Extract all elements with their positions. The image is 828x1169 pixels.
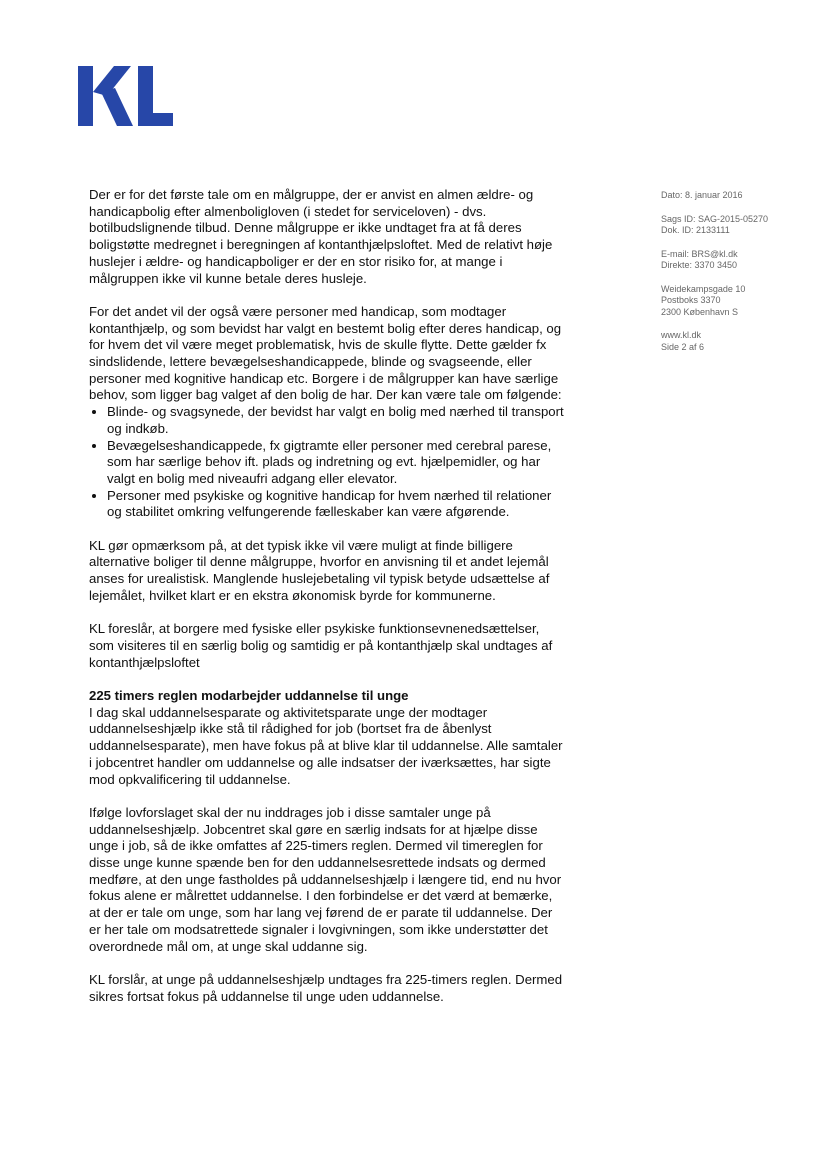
sidebar-meta	[661, 190, 821, 365]
meta-sags-id: Sags ID: SAG-2015-05270	[661, 213, 769, 224]
meta-date: Dato: 8. januar 2016	[661, 190, 743, 200]
meta-web-group	[661, 330, 821, 353]
meta-date-group	[661, 190, 821, 202]
logo-l-foot	[138, 113, 173, 126]
paragraph-7: KL forslår, at unge på uddannelseshjælp undtages fra 225-timers reglen. Dermed sikres fortsat fokus på uddannelse til unge uden uddannelse.	[89, 971, 563, 1004]
meta-email: E-mail: BRS@kl.dk	[661, 248, 738, 259]
logo-k-stem	[78, 66, 93, 126]
paragraph-3: KL gør opmærksom på, at det typisk ikke vil være muligt at finde billigere alternative boliger til denne målgruppe, hvorfor en anvisning til et andet lejemål anses for urealistisk. Manglende huslejebetaling vil typisk betyde udsættelse af lejemålet, hvilket klart er en ekstra økonomisk byrde for kommunerne.	[89, 537, 550, 603]
bullet-item: • Blinde- og svagsynede, der bevidst har valgt en bolig med nærhed til transport og indkøb.	[107, 404, 564, 437]
meta-postbox: Postboks 3370	[661, 295, 721, 305]
meta-direkte: Direkte: 3370 3450	[661, 260, 738, 270]
paragraph-5: I dag skal uddannelsesparate og aktivitetsparate unge der modtager uddannelseshjælp ikke stå til rådighed for job (bortset fra de åbenlyst uddannelsesparate), men have fokus på at blive klar til uddannelse. Alle samtaler i jobcentret handler om uddannelse og alle indsatser der iværksættes, har sigte mod opkvalificering til uddannelse.	[89, 704, 563, 787]
paragraph-2: For det andet vil der også være personer med handicap, som modtager kontanthjælp, og som bevidst har valgt en bestemt bolig efter deres handicap, og for hvem det vil være meget problematisk, hvis de skulle flytte. Dette gælder fx sindslidende, lettere bevægelseshandicappede, blinde og svagseende, eller personer med kognitive handicap etc. Borgere i de målgrupper kan have særlige behov, som ligger bag valget af den bolig de har. Der kan være tale om følgende:	[89, 303, 562, 403]
meta-dok-id: Dok. ID: 2133111	[661, 225, 730, 235]
meta-city: 2300 København S	[661, 306, 739, 317]
kl-logo	[78, 66, 174, 126]
paragraph-6: Ifølge lovforslaget skal der nu inddrages job i disse samtaler unge på uddannelseshjælp. Jobcentret skal gøre en særlig indsats for at hjælpe disse unge i job, så de ikke omfattes af 225-timers reglen. Dermed vil timereglen for disse unge kunne spænde ben for den uddannelsesrettede indsats og dermed medføre, at den unge fastholdes på uddannelseshjælp i længere tid, end nu hvor fokus alene er målrettet uddannelse. I den forbindelse er det værd at bemærke, at der er tale om unge, som har lang vej førend de er parate til uddannelse. Der er her tale om modsatrettede signaler i lovgivningen, som ikke understøtter det overordnede mål om, at unge skal uddanne sig.	[89, 804, 562, 954]
meta-address-group	[661, 284, 821, 319]
paragraph-4: KL foreslår, at borgere med fysiske eller psykiske funktionsevnenedsættelser, som visiteres til en særlig bolig og samtidig er på kontanthjælp skal undtages af kontanthjælpsloftet	[89, 621, 553, 670]
meta-street: Weidekampsgade 10	[661, 283, 746, 294]
meta-page: Side 2 af 6	[661, 341, 705, 352]
bullet-list	[89, 404, 564, 521]
logo-k-lower-arm	[101, 88, 133, 126]
meta-id-group	[661, 214, 821, 237]
bullet-item: • Bevægelseshandicappede, fx gigtramte eller personer med cerebral parese, som har særlige behov ift. plads og indretning og evt. hjælpemidler, og har valgt en bolig med niveaufri adgang eller elevator.	[107, 438, 564, 488]
bullet-item: • Personer med psykiske og kognitive handicap for hvem nærhed til relationer og stabilitet omkring velfungerende fælleskaber kan være afgørende.	[107, 488, 564, 521]
letter-body	[89, 187, 564, 1022]
meta-contact-group	[661, 249, 821, 272]
paragraph-1: Der er for det første tale om en målgruppe, der er anvist en almen ældre- og handicapbolig efter almenboligloven (i stedet for serviceloven) - dvs. botilbudslignende tilbud. Denne målgruppe er ikke undtaget fra at få deres boligstøtte medregnet i beregningen af kontanthjælpsloftet. Med de relativt høje huslejer i ældre- og handicapboliger er der en stor risiko for, at mange i målgruppen ikke vil kunne betale deres husleje.	[89, 187, 553, 286]
meta-web: www.kl.dk	[661, 330, 702, 340]
section-heading: 225 timers reglen modarbejder uddannelse til unge	[89, 688, 409, 704]
